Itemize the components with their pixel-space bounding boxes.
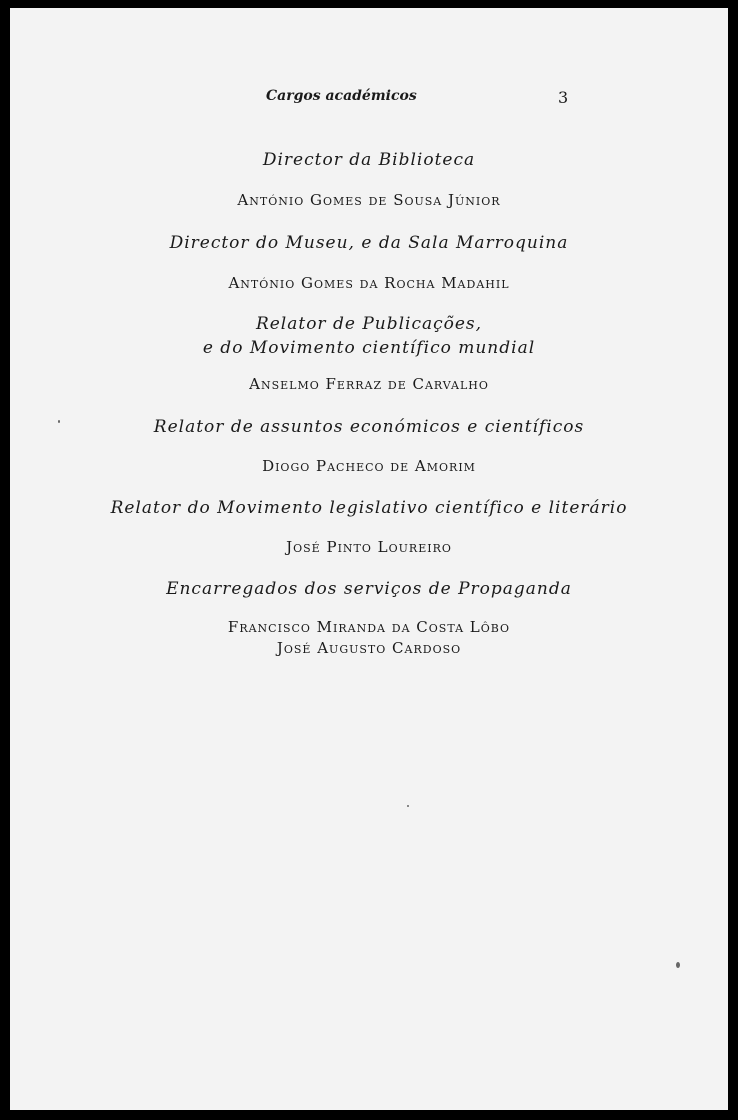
book-page (10, 8, 728, 1110)
role-encarregados-propaganda: Encarregados dos serviços de Propaganda (166, 579, 572, 599)
role-relator-assuntos: Relator de assuntos económicos e científicos (153, 417, 585, 437)
name-relator-publicacoes: Anselmo Ferraz de Carvalho (249, 375, 489, 393)
role-relator-legislativo: Relator do Movimento legislativo científico e literário (110, 498, 628, 518)
paper-speck (58, 420, 60, 423)
page-number: 3 (558, 88, 569, 107)
role-relator-publicacoes-line2: e do Movimento científico mundial (202, 338, 536, 358)
name-director-biblioteca: António Gomes de Sousa Júnior (237, 191, 501, 209)
role-director-museu: Director do Museu, e da Sala Marroquina (169, 233, 569, 253)
running-title: Cargos académicos (266, 88, 417, 104)
paper-speck (407, 805, 409, 807)
running-head (10, 88, 728, 112)
name-relator-legislativo: José Pinto Loureiro (286, 538, 452, 556)
paper-speck (676, 962, 680, 968)
role-relator-publicacoes-line1: Relator de Publicações, (255, 314, 483, 334)
role-director-biblioteca: Director da Biblioteca (262, 150, 476, 170)
name-relator-assuntos: Diogo Pacheco de Amorim (262, 457, 476, 475)
name-encarregado-1: Francisco Miranda da Costa Lôbo (227, 618, 511, 636)
name-encarregado-2: José Augusto Cardoso (276, 639, 462, 657)
name-director-museu: António Gomes da Rocha Madahil (228, 274, 510, 292)
